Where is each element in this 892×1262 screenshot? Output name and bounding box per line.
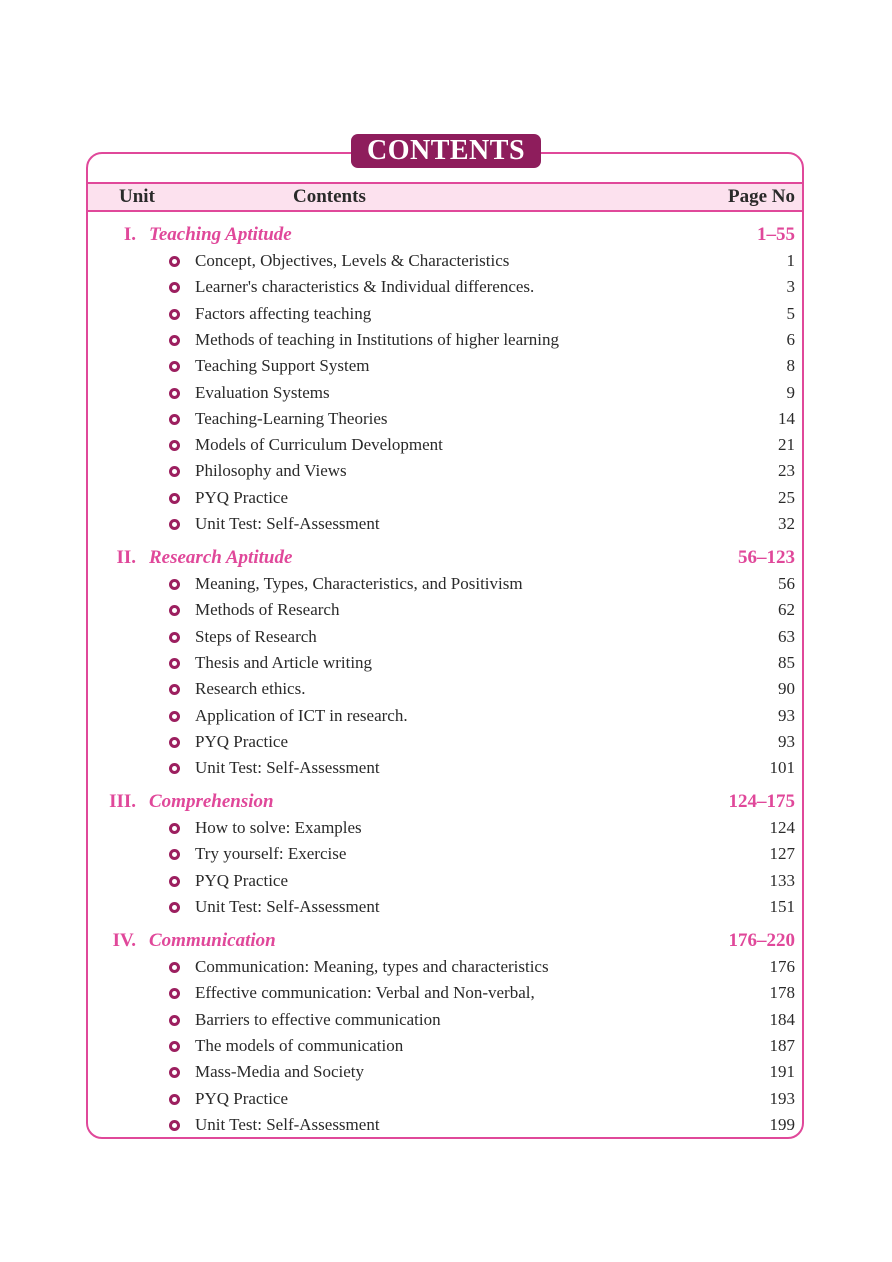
toc-item[interactable]: Thesis and Article writing: [195, 652, 373, 672]
toc-item-page: 176: [769, 957, 795, 976]
toc-item-page: 3: [786, 277, 795, 297]
toc-item-page: 101: [769, 758, 795, 778]
toc-item-page: 23: [778, 461, 795, 481]
toc-item[interactable]: Application of ICT in research.: [195, 705, 408, 725]
toc-item[interactable]: Methods of Research: [195, 600, 340, 620]
table-header: [88, 182, 802, 212]
toc-item[interactable]: Research ethics.: [195, 679, 306, 699]
toc-item[interactable]: How to solve: Examples: [195, 818, 362, 837]
toc-item[interactable]: PYQ Practice: [195, 487, 289, 507]
unit-page-range: 1–55: [757, 224, 795, 245]
unit-page-range: 176–220: [728, 930, 795, 951]
toc-item-page: 93: [778, 705, 795, 725]
toc-item[interactable]: Unit Test: Self-Assessment: [195, 514, 380, 533]
bullet-icon: [169, 335, 180, 346]
bullet-icon: [169, 902, 180, 913]
bullet-icon: [169, 711, 180, 722]
page-title: CONTENTS: [351, 134, 541, 168]
toc-item[interactable]: Unit Test: Self-Assessment: [195, 1114, 380, 1134]
unit-title[interactable]: Teaching Aptitude: [149, 224, 292, 245]
toc-item[interactable]: Steps of Research: [195, 626, 317, 646]
toc-item-page: 6: [786, 329, 795, 349]
toc-item-page: 127: [769, 844, 795, 864]
toc-item-page: 62: [778, 600, 795, 620]
toc-item-page: 133: [769, 870, 795, 890]
toc-item[interactable]: Learner's characteristics & Individual differences.: [195, 277, 535, 297]
unit-title[interactable]: Communication: [149, 930, 276, 951]
bullet-icon: [169, 256, 180, 267]
toc-item-page: 14: [778, 408, 795, 428]
toc-item[interactable]: The models of communication: [195, 1035, 404, 1055]
unit-numeral: III.: [109, 791, 136, 812]
bullet-icon: [169, 823, 180, 834]
toc-item-page: 151: [769, 896, 795, 916]
bullet-icon: [169, 962, 180, 973]
bullet-icon: [169, 737, 180, 748]
bullet-icon: [169, 1015, 180, 1026]
unit-numeral: I.: [123, 224, 136, 245]
bullet-icon: [169, 493, 180, 504]
toc-item-page: 25: [778, 487, 795, 507]
toc-item[interactable]: Philosophy and Views: [195, 461, 347, 481]
toc-item-page: 9: [786, 382, 795, 402]
bullet-icon: [169, 1041, 180, 1052]
toc-item[interactable]: Concept, Objectives, Levels & Characteristics: [195, 251, 510, 270]
toc-item-page: 8: [786, 356, 795, 376]
toc-item[interactable]: Methods of teaching in Institutions of higher learning: [195, 329, 560, 349]
toc-item[interactable]: Unit Test: Self-Assessment: [195, 758, 380, 778]
bullet-icon: [169, 876, 180, 887]
page-no-column-header: Page No: [727, 186, 795, 207]
bullet-icon: [169, 632, 180, 643]
toc-item-page: 85: [778, 652, 795, 672]
unit-page-range: 124–175: [728, 791, 795, 812]
toc-item-page: 199: [769, 1114, 795, 1134]
bullet-icon: [169, 414, 180, 425]
toc-item[interactable]: PYQ Practice: [195, 870, 289, 890]
toc-item[interactable]: Meaning, Types, Characteristics, and Positivism: [195, 574, 523, 593]
toc-item-page: 187: [769, 1035, 795, 1055]
toc-item-page: 1: [786, 251, 795, 270]
toc-item-page: 184: [769, 1009, 795, 1029]
toc-item-page: 21: [778, 435, 795, 455]
toc-item-page: 90: [778, 679, 795, 699]
unit-page-range: 56–123: [738, 547, 795, 568]
bullet-icon: [169, 388, 180, 399]
toc-item[interactable]: PYQ Practice: [195, 1088, 289, 1108]
toc-item[interactable]: Mass-Media and Society: [195, 1062, 365, 1082]
bullet-icon: [169, 658, 180, 669]
bullet-icon: [169, 1120, 180, 1131]
bullet-icon: [169, 519, 180, 530]
toc-item[interactable]: Unit Test: Self-Assessment: [195, 896, 380, 916]
toc-item-page: 32: [778, 514, 795, 533]
bullet-icon: [169, 1094, 180, 1105]
toc-item[interactable]: Effective communication: Verbal and Non-verbal,: [195, 983, 535, 1003]
toc-item-page: 5: [786, 303, 795, 323]
unit-column-header: Unit: [119, 186, 155, 207]
toc-item-page: 193: [769, 1088, 795, 1108]
toc-item-page: 191: [769, 1062, 795, 1082]
toc-item[interactable]: Evaluation Systems: [195, 382, 330, 402]
toc-item[interactable]: Models of Curriculum Development: [195, 435, 443, 455]
toc-item[interactable]: Teaching Support System: [195, 356, 370, 376]
contents-column-header: Contents: [293, 186, 366, 207]
toc-item[interactable]: Teaching-Learning Theories: [195, 408, 388, 428]
unit-numeral: II.: [116, 547, 136, 568]
unit-title[interactable]: Comprehension: [149, 791, 274, 812]
unit-numeral: IV.: [112, 930, 136, 951]
toc-item[interactable]: Communication: Meaning, types and characteristics: [195, 957, 549, 976]
toc-item-page: 124: [769, 818, 795, 837]
toc-item[interactable]: Factors affecting teaching: [195, 303, 372, 323]
toc-item[interactable]: PYQ Practice: [195, 731, 289, 751]
bullet-icon: [169, 579, 180, 590]
toc-item-page: 63: [778, 626, 795, 646]
bullet-icon: [169, 309, 180, 320]
toc-item[interactable]: Barriers to effective communication: [195, 1009, 441, 1029]
toc-item-page: 93: [778, 731, 795, 751]
toc-item[interactable]: Try yourself: Exercise: [195, 844, 347, 864]
toc-item-page: 56: [778, 574, 795, 593]
toc-item-page: 178: [769, 983, 795, 1003]
unit-title[interactable]: Research Aptitude: [149, 547, 293, 568]
